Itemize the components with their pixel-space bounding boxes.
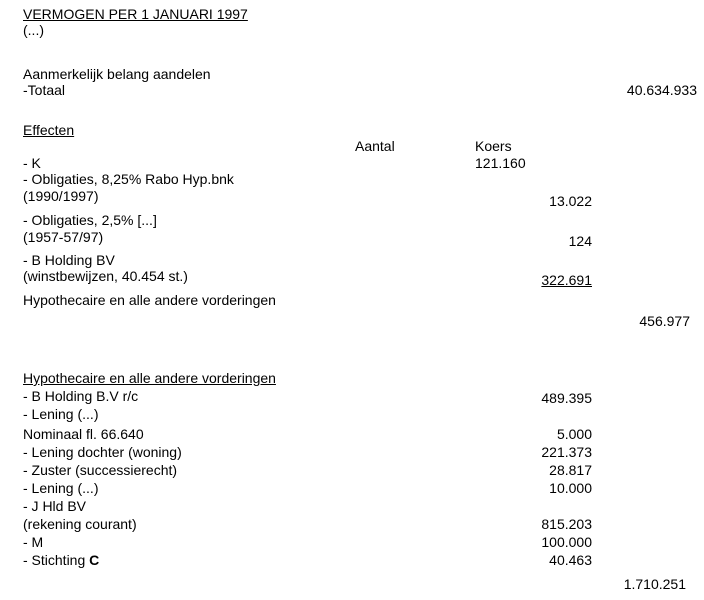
- vorderingen-stichting-prefix: - Stichting: [23, 552, 90, 568]
- vorderingen-dochter-value: 221.373: [541, 444, 592, 460]
- vorderingen-dochter-label: - Lening dochter (woning): [23, 444, 182, 460]
- vorderingen-total-value: 1.710.251: [623, 576, 686, 592]
- effecten-obligaties-1-value: 13.022: [549, 193, 592, 209]
- effecten-total-value: 456.977: [639, 313, 690, 329]
- vorderingen-stichting-value: 40.463: [549, 552, 592, 568]
- vorderingen-lening-2-value: 10.000: [549, 480, 592, 496]
- vorderingen-heading: Hypothecaire en alle andere vorderingen: [23, 370, 276, 386]
- vorderingen-m-value: 100.000: [541, 534, 592, 550]
- effecten-b-holding-value: [480, 272, 592, 288]
- effecten-b-holding-detail: (winstbewijzen, 40.454 st.): [23, 268, 188, 284]
- vorderingen-lening-2-label: - Lening (...): [23, 480, 99, 496]
- vorderingen-m-label: - M: [23, 534, 44, 550]
- vorderingen-b-holding-value: 489.395: [541, 390, 592, 406]
- effecten-obligaties-2-label: - Obligaties, 2,5% [...]: [23, 212, 157, 228]
- aanmerkelijk-total-value: 40.634.933: [626, 82, 697, 98]
- effecten-k-label: - K: [23, 155, 41, 171]
- effecten-k-koers: 121.160: [475, 155, 526, 171]
- column-header-koers: Koers: [475, 138, 512, 154]
- effecten-hypothecaire-label: Hypothecaire en alle andere vorderingen: [23, 292, 276, 308]
- effecten-b-holding-label: - B Holding BV: [23, 252, 115, 268]
- effecten-b-holding-value-text: 322.691: [541, 272, 592, 288]
- vorderingen-rekening-courant-value: 815.203: [541, 516, 592, 532]
- effecten-heading: Effecten: [23, 122, 75, 138]
- vorderingen-jhld-label: - J Hld BV: [23, 498, 87, 514]
- vorderingen-stichting-label: [23, 552, 99, 568]
- vorderingen-b-holding-label: - B Holding B.V r/c: [23, 388, 139, 404]
- vorderingen-nominaal-value: 5.000: [556, 426, 592, 442]
- vorderingen-nominaal-label: Nominaal fl. 66.640: [23, 426, 144, 442]
- vorderingen-zuster-value: 28.817: [549, 462, 592, 478]
- vorderingen-stichting-letter: C: [89, 552, 100, 568]
- vorderingen-rekening-courant-label: (rekening courant): [23, 516, 137, 532]
- aanmerkelijk-total-label: -Totaal: [23, 82, 66, 98]
- vorderingen-lening-1-label: - Lening (...): [23, 406, 99, 422]
- vorderingen-zuster-label: - Zuster (successierecht): [23, 462, 178, 478]
- effecten-obligaties-2-value: 124: [568, 233, 592, 249]
- aanmerkelijk-heading: Aanmerkelijk belang aandelen: [23, 66, 211, 82]
- ellipsis-text: (...): [23, 22, 44, 38]
- document-title: VERMOGEN PER 1 JANUARI 1997: [23, 6, 248, 22]
- effecten-obligaties-1-period: (1990/1997): [23, 188, 99, 204]
- effecten-obligaties-1-label: - Obligaties, 8,25% Rabo Hyp.bnk: [23, 171, 234, 187]
- effecten-obligaties-2-period: (1957-57/97): [23, 229, 104, 245]
- column-header-aantal: Aantal: [355, 138, 395, 154]
